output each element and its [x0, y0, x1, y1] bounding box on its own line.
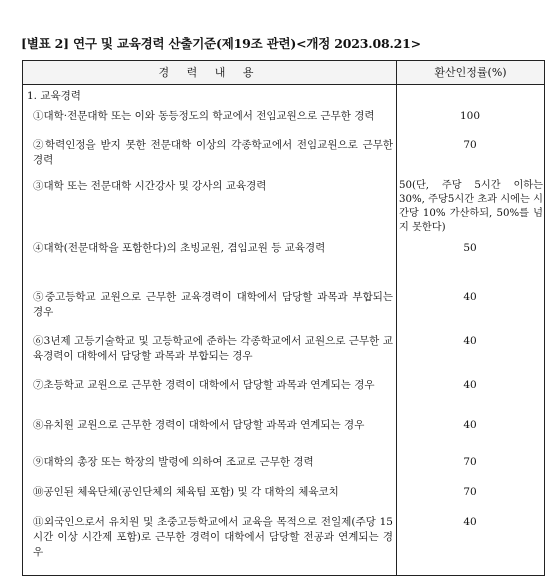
section-heading: 1. 교육경력 — [27, 90, 81, 102]
table-row-5-text: ⑤중고등학교 교원으로 근무한 교육경력이 대학에서 담당할 과목과 부합되는 경우 — [33, 291, 393, 318]
table-row-2-text: ②학력인정을 받지 못한 전문대학 이상의 각종학교에서 전임교원으로 근무한 경력 — [33, 139, 393, 166]
table-row-9-text: ⑨대학의 총장 또는 학장의 발령에 의하여 조교로 근무한 경력 — [33, 456, 314, 468]
table-row-2-value: 70 — [463, 139, 477, 151]
table-row-11-text: ⑪외국인으로서 유치원 및 초중고등학교에서 교육을 목적으로 전일제(주당 15시간 이상 시간제 포함)로 근무한 경력이 대학에서 담당할 전공과 연계되는 경우 — [33, 516, 393, 558]
table-row-7-value: 40 — [463, 379, 477, 391]
table-row-6-text: ⑥3년제 고등기술학교 및 고등학교에 준하는 각종학교에서 교원으로 근무한 교육경력이 대학에서 담당할 과목과 부합되는 경우 — [33, 335, 393, 362]
header-conversion-rate: 환산인정률(%) — [396, 61, 544, 84]
table-row-8-value: 40 — [463, 419, 477, 431]
table-row-3-text: ③대학 또는 전문대학 시간강사 및 강사의 교육경력 — [33, 180, 267, 192]
table-row-1-value: 100 — [459, 110, 481, 122]
table-row-5-value: 40 — [463, 291, 477, 303]
table-row-8-text: ⑧유치원 교원으로 근무한 경력이 대학에서 담당할 과목과 연계되는 경우 — [33, 419, 365, 431]
table-row-10-value: 70 — [463, 486, 477, 498]
table-header — [23, 61, 544, 85]
table-row-1-text: ①대학·전문대학 또는 이와 동등정도의 학교에서 전임교원으로 근무한 경력 — [33, 110, 375, 122]
table-row-4-text: ④대학(전문대학을 포함한다)의 초빙교원, 겸임교원 등 교육경력 — [33, 242, 326, 254]
document-title: [별표 2] 연구 및 교육경력 산출기준(제19조 관련)<개정 2023.08.21> — [21, 36, 421, 51]
table-row-7-text: ⑦초등학교 교원으로 근무한 경력이 대학에서 담당할 과목과 연계되는 경우 — [33, 379, 375, 391]
table-row-6-value: 40 — [463, 335, 477, 347]
table-row-11-value: 40 — [463, 516, 477, 528]
table-row-3-value: 50(단, 주당 5시간 이하는 30%, 주당5시간 초과 시에는 시간당 10% 가산하되, 50%를 넘지 못한다) — [399, 180, 543, 233]
table-row-10-text: ⑩공인된 체육단체(공인단체의 체육팀 포함) 및 각 대학의 체육코치 — [33, 486, 339, 498]
column-divider — [396, 85, 397, 575]
header-career-content: 경 력 내 용 — [158, 66, 261, 79]
table-row-4-value: 50 — [463, 242, 477, 254]
career-table — [22, 60, 545, 576]
table-row-9-value: 70 — [463, 456, 477, 468]
